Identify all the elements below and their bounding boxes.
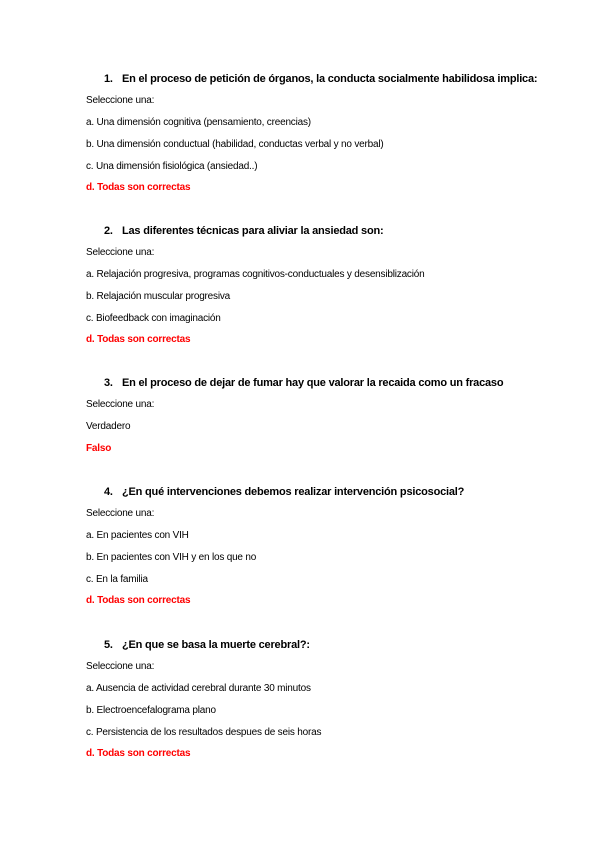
- question-title: [104, 224, 383, 238]
- correct-answer: Falso: [86, 443, 112, 454]
- option-b: b. Electroencefalograma plano: [86, 705, 216, 716]
- option-a: a. Ausencia de actividad cerebral durante 30 minutos: [86, 683, 311, 694]
- option-b: b. En pacientes con VIH y en los que no: [86, 552, 257, 563]
- question-title: [104, 72, 537, 86]
- question-text: En el proceso de dejar de fumar hay que valorar la recaida como un fracaso: [122, 377, 504, 389]
- option-c: c. Biofeedback con imaginación: [86, 313, 221, 324]
- select-prompt: Seleccione una:: [86, 508, 155, 519]
- correct-answer: d. Todas son correctas: [86, 748, 191, 759]
- question-number: 2.: [104, 225, 113, 237]
- option-c: c. En la familia: [86, 574, 148, 585]
- question-number: 3.: [104, 377, 113, 389]
- question-text: ¿En que se basa la muerte cerebral?:: [122, 639, 310, 651]
- question-title: [104, 638, 310, 652]
- question-title: [104, 376, 503, 390]
- option-c: c. Una dimensión fisiológica (ansiedad..): [86, 161, 258, 172]
- question-title: [104, 485, 464, 499]
- option-c: c. Persistencia de los resultados despues de seis horas: [86, 727, 322, 738]
- question-text: Las diferentes técnicas para aliviar la ansiedad son:: [122, 225, 384, 237]
- select-prompt: Seleccione una:: [86, 95, 155, 106]
- option-a: a. Una dimensión cognitiva (pensamiento, creencias): [86, 117, 311, 128]
- option-true: Verdadero: [86, 421, 131, 432]
- question-number: 5.: [104, 639, 113, 651]
- select-prompt: Seleccione una:: [86, 399, 155, 410]
- select-prompt: Seleccione una:: [86, 661, 155, 672]
- question-number: 4.: [104, 486, 113, 498]
- correct-answer: d. Todas son correctas: [86, 595, 191, 606]
- question-number: 1.: [104, 73, 113, 85]
- option-a: a. En pacientes con VIH: [86, 530, 189, 541]
- question-text: ¿En qué intervenciones debemos realizar intervención psicosocial?: [122, 486, 465, 498]
- question-text: En el proceso de petición de órganos, la conducta socialmente habilidosa implica:: [122, 73, 538, 85]
- select-prompt: Seleccione una:: [86, 247, 155, 258]
- option-b: b. Una dimensión conductual (habilidad, conductas verbal y no verbal): [86, 139, 384, 150]
- correct-answer: d. Todas son correctas: [86, 182, 191, 193]
- option-a: a. Relajación progresiva, programas cognitivos-conductuales y desensiblización: [86, 269, 425, 280]
- option-b: b. Relajación muscular progresiva: [86, 291, 231, 302]
- correct-answer: d. Todas son correctas: [86, 334, 191, 345]
